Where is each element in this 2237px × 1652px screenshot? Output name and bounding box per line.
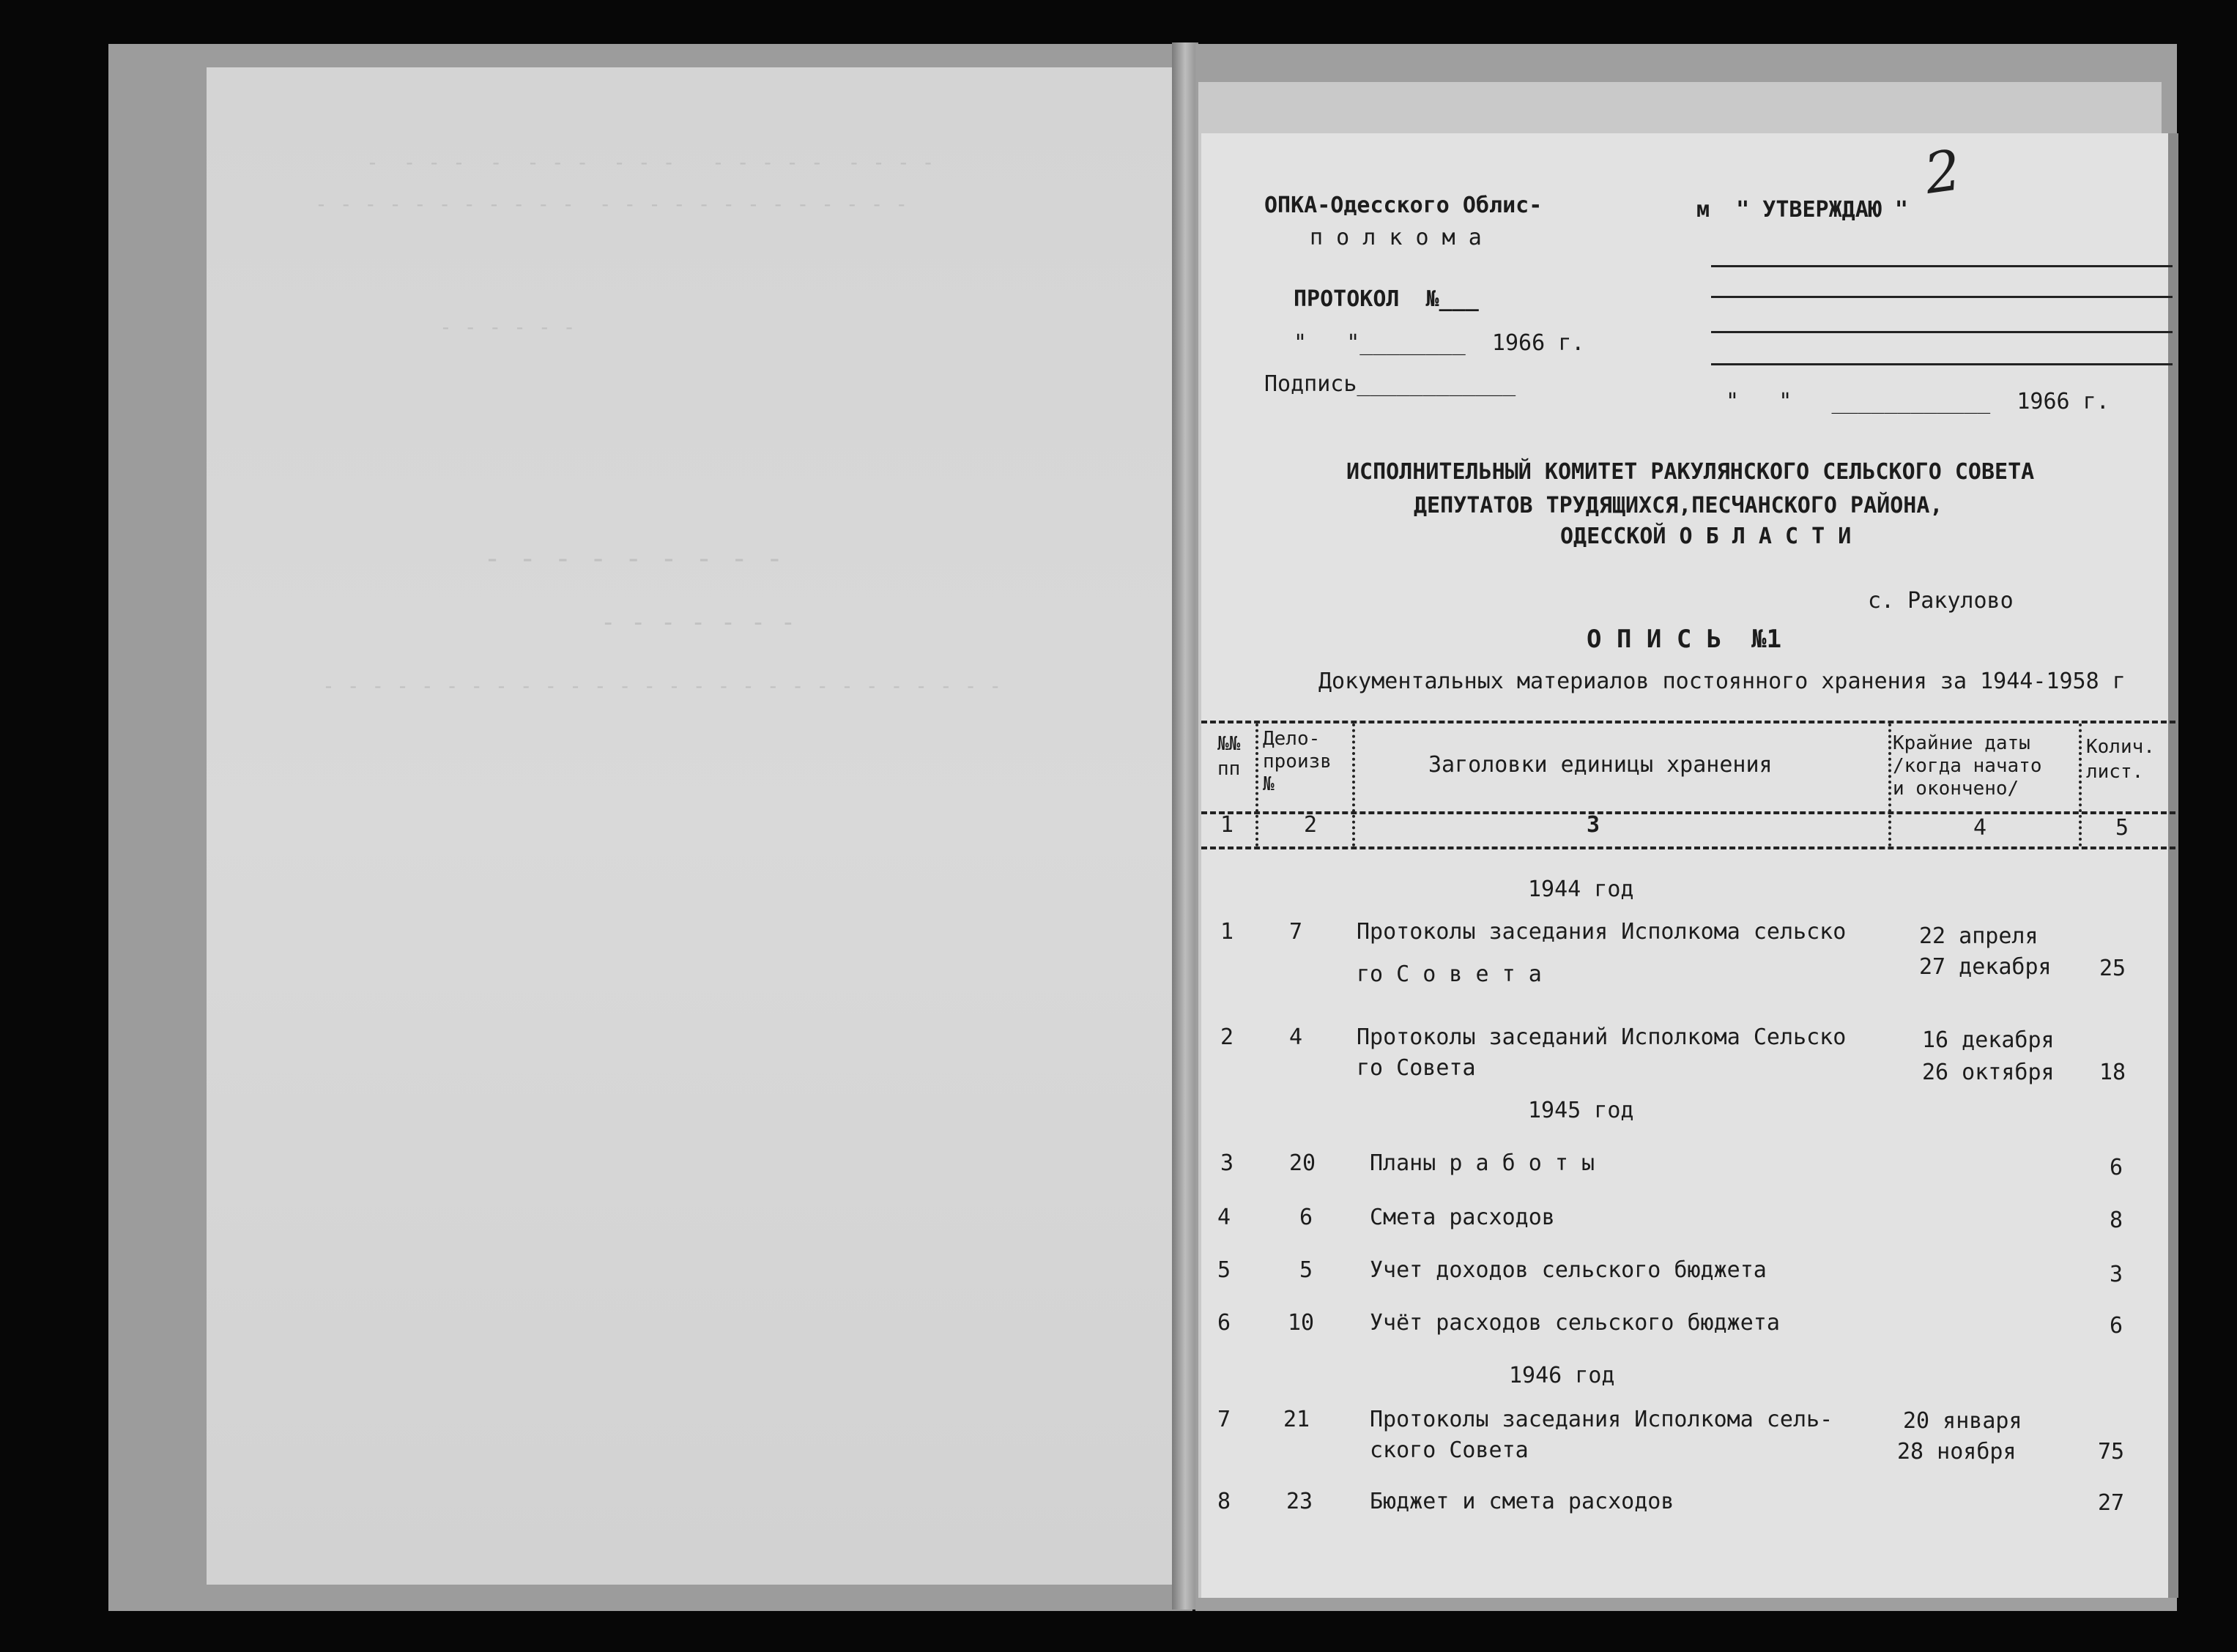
col-header-title: Заголовки единицы хранения bbox=[1428, 752, 1773, 778]
row-title: Протоколы заседания Исполкома сельско bbox=[1357, 919, 1847, 945]
row-case-number: 21 bbox=[1283, 1407, 1310, 1432]
row-title: Учёт расходов сельского бюджета bbox=[1370, 1310, 1780, 1336]
row-number: 7 bbox=[1217, 1407, 1231, 1432]
approve-blank-line bbox=[1711, 265, 2173, 267]
year-heading: 1944 год bbox=[1528, 877, 1634, 902]
row-title-cont: го С о в е т а bbox=[1357, 961, 1542, 987]
row-case-number: 7 bbox=[1289, 919, 1303, 945]
bleed-through-text: - - - - - - - bbox=[601, 608, 796, 637]
row-title: Учет доходов сельского бюджета bbox=[1370, 1257, 1767, 1283]
table-header-divider bbox=[1201, 811, 2175, 814]
row-number: 4 bbox=[1217, 1205, 1231, 1230]
signature-line: Подпись____________ bbox=[1264, 371, 1516, 397]
inventory-heading: О П И С Ь №1 bbox=[1587, 625, 1782, 654]
row-sheet-count: 6 bbox=[2110, 1155, 2123, 1180]
inventory-subtitle: Документальных материалов постоянного хранения за 1944-1958 г bbox=[1318, 669, 2126, 694]
bleed-through-text: - - - - - - - - - - - - - - - - - - - - - - - - bbox=[315, 192, 908, 216]
protocol-date: " "________ 1966 г. bbox=[1294, 330, 1585, 356]
row-title-cont: ского Совета bbox=[1370, 1437, 1529, 1463]
row-sheet-count: 75 bbox=[2098, 1439, 2125, 1465]
row-number: 6 bbox=[1217, 1310, 1231, 1336]
table-top-border bbox=[1201, 721, 2175, 723]
year-heading: 1945 год bbox=[1528, 1098, 1634, 1123]
col-header-case: Дело- произв № bbox=[1263, 728, 1332, 796]
org-line-1: ОПКА-Одесского Облис- bbox=[1264, 193, 1543, 218]
row-date-start: 16 декабря bbox=[1922, 1027, 2055, 1053]
title-line-1: ИСПОЛНИТЕЛЬНЫЙ КОМИТЕТ РАКУЛЯНСКОГО СЕЛЬСКОГО СОВЕТА bbox=[1346, 459, 2035, 485]
row-title-cont: го Совета bbox=[1357, 1055, 1476, 1081]
row-sheet-count: 6 bbox=[2110, 1313, 2123, 1339]
row-sheet-count: 27 bbox=[2098, 1490, 2125, 1516]
column-separator bbox=[1255, 723, 1258, 847]
row-case-number: 4 bbox=[1289, 1024, 1303, 1050]
row-date-end: 26 октября bbox=[1922, 1060, 2055, 1085]
row-title: Протоколы заседания Исполкома сель- bbox=[1370, 1407, 1833, 1432]
left-blank-page bbox=[207, 67, 1188, 1585]
bleed-through-text: - - - - - - - - - - - - - - - - - - - - - - - - - - - - bbox=[322, 674, 1002, 698]
column-separator bbox=[2079, 723, 2082, 847]
col-index-1: 1 bbox=[1220, 812, 1234, 838]
row-title: Планы р а б о т ы bbox=[1370, 1150, 1595, 1176]
row-date-end: 28 ноября bbox=[1897, 1439, 2017, 1465]
year-heading: 1946 год bbox=[1509, 1363, 1615, 1388]
bleed-through-text: - - - - - - - - - bbox=[483, 542, 784, 576]
row-sheet-count: 18 bbox=[2099, 1060, 2126, 1085]
row-number: 2 bbox=[1220, 1024, 1234, 1050]
row-case-number: 23 bbox=[1286, 1489, 1313, 1514]
approve-blank-line bbox=[1711, 331, 2173, 333]
row-number: 1 bbox=[1220, 919, 1234, 945]
approve-label: м " УТВЕРЖДАЮ " bbox=[1696, 197, 1908, 223]
org-line-2: п о л к о м а bbox=[1310, 225, 1482, 250]
row-case-number: 20 bbox=[1289, 1150, 1316, 1176]
column-separator bbox=[1352, 723, 1355, 847]
row-number: 5 bbox=[1217, 1257, 1231, 1283]
approve-blank-line bbox=[1711, 296, 2173, 298]
row-title: Смета расходов bbox=[1370, 1205, 1555, 1230]
title-line-2: ДЕПУТАТОВ ТРУДЯЩИХСЯ,ПЕСЧАНСКОГО РАЙОНА, bbox=[1414, 493, 1943, 518]
column-separator bbox=[1888, 723, 1891, 847]
table-header-bottom bbox=[1201, 847, 2175, 849]
binding-spine bbox=[1172, 42, 1198, 1610]
row-sheet-count: 25 bbox=[2099, 956, 2126, 981]
col-index-5: 5 bbox=[2115, 815, 2129, 841]
title-line-3: ОДЕССКОЙ О Б Л А С Т И bbox=[1560, 524, 1852, 549]
row-title: Бюджет и смета расходов bbox=[1370, 1489, 1674, 1514]
protocol-line: ПРОТОКОЛ №___ bbox=[1294, 286, 1479, 312]
col-header-sheets: Колич. лист. bbox=[2086, 736, 2155, 783]
row-sheet-count: 8 bbox=[2110, 1208, 2123, 1233]
col-header-number: №№ пп bbox=[1217, 733, 1241, 780]
row-number: 3 bbox=[1220, 1150, 1234, 1176]
village-name: с. Ракулово bbox=[1868, 588, 2014, 614]
row-number: 8 bbox=[1217, 1489, 1231, 1514]
col-index-4: 4 bbox=[1973, 815, 1987, 841]
page-edge-shadow bbox=[2168, 133, 2178, 1598]
page-number-stamp: 2 bbox=[1921, 137, 1965, 206]
bleed-through-text: - - - - - - bbox=[439, 315, 576, 339]
col-header-dates: Крайние даты /когда начато и окончено/ bbox=[1893, 732, 2042, 800]
row-date-start: 22 апреля bbox=[1919, 923, 2038, 949]
row-case-number: 5 bbox=[1299, 1257, 1313, 1283]
row-case-number: 10 bbox=[1288, 1310, 1315, 1336]
approve-date: " " ____________ 1966 г. bbox=[1726, 389, 2110, 414]
row-date-start: 20 января bbox=[1903, 1408, 2022, 1434]
row-title: Протоколы заседаний Исполкома Сельско bbox=[1357, 1024, 1847, 1050]
row-sheet-count: 3 bbox=[2110, 1262, 2123, 1287]
bleed-through-text: - - - - - - - - - - - - - - - - - - - - bbox=[366, 150, 935, 174]
col-index-3: 3 bbox=[1587, 812, 1600, 838]
row-date-end: 27 декабря bbox=[1919, 954, 2052, 980]
col-index-2: 2 bbox=[1304, 812, 1318, 838]
row-case-number: 6 bbox=[1299, 1205, 1313, 1230]
approve-blank-line bbox=[1711, 363, 2173, 365]
